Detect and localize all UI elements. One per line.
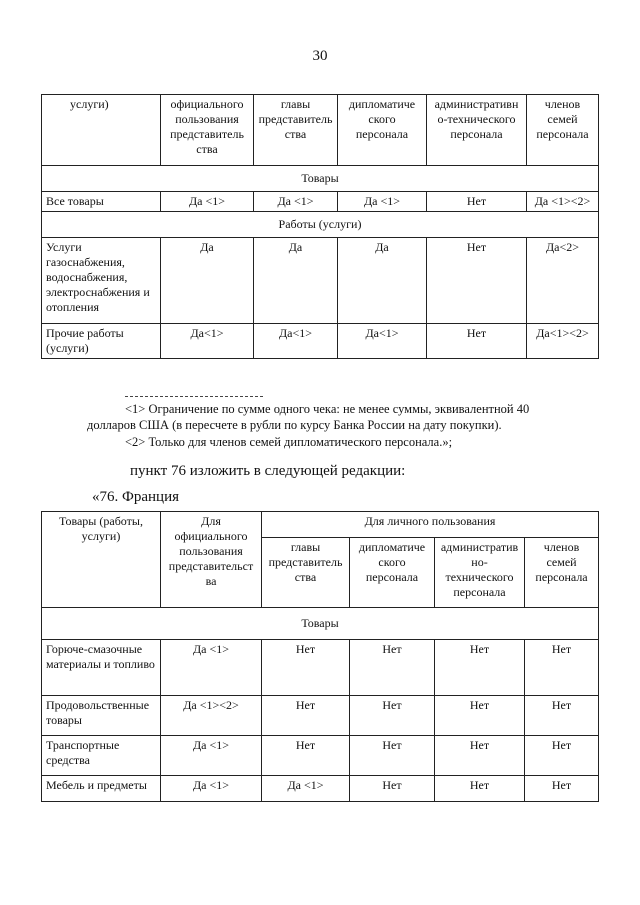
table-row [42, 640, 599, 696]
header-cell-goods-works: Товары (работы, услуги) [42, 512, 161, 608]
amendment-instruction: пункт 76 изложить в следующей редакции: [130, 463, 406, 479]
table-row [42, 736, 599, 776]
row-label: Транспортные средства [42, 736, 161, 776]
header-cell-admin-tech-staff: административ но- технического персонала [435, 538, 525, 608]
table-cell: Нет [435, 640, 525, 696]
row-label: Горюче-смазочные материалы и топливо [42, 640, 161, 696]
table-cell: Да <1> [262, 776, 350, 802]
section-title-goods: Товары [42, 608, 599, 640]
row-label: Мебель и предметы [42, 776, 161, 802]
table-cell: Да <1> [161, 640, 262, 696]
table-cell: Нет [435, 736, 525, 776]
table-cell: Нет [262, 640, 350, 696]
table-cell: Да<1> [254, 324, 338, 359]
table-cell: Нет [427, 238, 527, 324]
section-title-goods: Товары [42, 166, 599, 192]
customs-table-france [41, 511, 599, 802]
customs-table-continued [41, 94, 599, 359]
table2-header-row-1 [42, 512, 599, 538]
table-cell: Да [338, 238, 427, 324]
table-cell: Нет [525, 696, 599, 736]
table-cell: Да [254, 238, 338, 324]
table-cell: Нет [262, 736, 350, 776]
table-cell: Да<1> [161, 324, 254, 359]
table-cell: Нет [350, 696, 435, 736]
table-cell: Да<2> [527, 238, 599, 324]
table-cell: Да<1> [338, 324, 427, 359]
table-cell: Да [161, 238, 254, 324]
row-label: Услуги газоснабжения, водоснабжения, электроснабжения и отопления [42, 238, 161, 324]
table-cell: Нет [350, 776, 435, 802]
row-label: Все товары [42, 192, 161, 212]
section-row-goods [42, 608, 599, 640]
header-cell-admin-tech-staff: административн о-технического персонала [427, 95, 527, 166]
header-cell-head-of-mission: главы представитель ства [262, 538, 350, 608]
table-cell: Да <1><2> [161, 696, 262, 736]
section-row-works [42, 212, 599, 238]
header-cell-official-use: официального пользования представитель ства [161, 95, 254, 166]
footnote-2: <2> Только для членов семей дипломатического персонала.»; [125, 435, 453, 449]
table-row [42, 324, 599, 359]
table-cell: Да <1> [338, 192, 427, 212]
row-label: Прочие работы (услуги) [42, 324, 161, 359]
table-cell: Нет [350, 736, 435, 776]
table-cell: Нет [427, 324, 527, 359]
table-row [42, 192, 599, 212]
table-cell: Нет [350, 640, 435, 696]
table-cell: Нет [525, 640, 599, 696]
footnote-separator [125, 396, 263, 397]
header-cell-head-of-mission: главы представитель ства [254, 95, 338, 166]
section-title-works: Работы (услуги) [42, 212, 599, 238]
footnote-1-line-1: <1> Ограничение по сумме одного чека: не менее суммы, эквивалентной 40 [125, 402, 530, 416]
section-heading-france: «76. Франция [92, 489, 179, 505]
page-number: 30 [312, 48, 328, 64]
header-cell-family-members: членов семей персонала [527, 95, 599, 166]
table1-header-row [42, 95, 599, 166]
header-cell-personal-use: Для личного пользования [262, 512, 599, 538]
table-row [42, 776, 599, 802]
table-cell: Нет [427, 192, 527, 212]
footnote-1-line-2: долларов США (в пересчете в рубли по курсу Банка России на дату покупки). [87, 418, 502, 432]
table-cell: Да <1> [161, 192, 254, 212]
table-row [42, 238, 599, 324]
table-cell: Да <1> [161, 776, 262, 802]
table-cell: Да<1><2> [527, 324, 599, 359]
table-row [42, 696, 599, 736]
header-cell-diplomatic-staff: дипломатиче ского персонала [350, 538, 435, 608]
table-cell: Да <1> [254, 192, 338, 212]
table-cell: Нет [435, 696, 525, 736]
header-cell-official-use: Для официального пользования представительст ва [161, 512, 262, 608]
row-label: Продовольственные товары [42, 696, 161, 736]
header-cell-family-members: членов семей персонала [525, 538, 599, 608]
table-cell: Нет [435, 776, 525, 802]
table-cell: Нет [262, 696, 350, 736]
header-cell-services: услуги) [42, 95, 161, 166]
table-cell: Да <1><2> [527, 192, 599, 212]
section-row-goods [42, 166, 599, 192]
table-cell: Нет [525, 776, 599, 802]
table-cell: Нет [525, 736, 599, 776]
header-cell-diplomatic-staff: дипломатиче ского персонала [338, 95, 427, 166]
table-cell: Да <1> [161, 736, 262, 776]
